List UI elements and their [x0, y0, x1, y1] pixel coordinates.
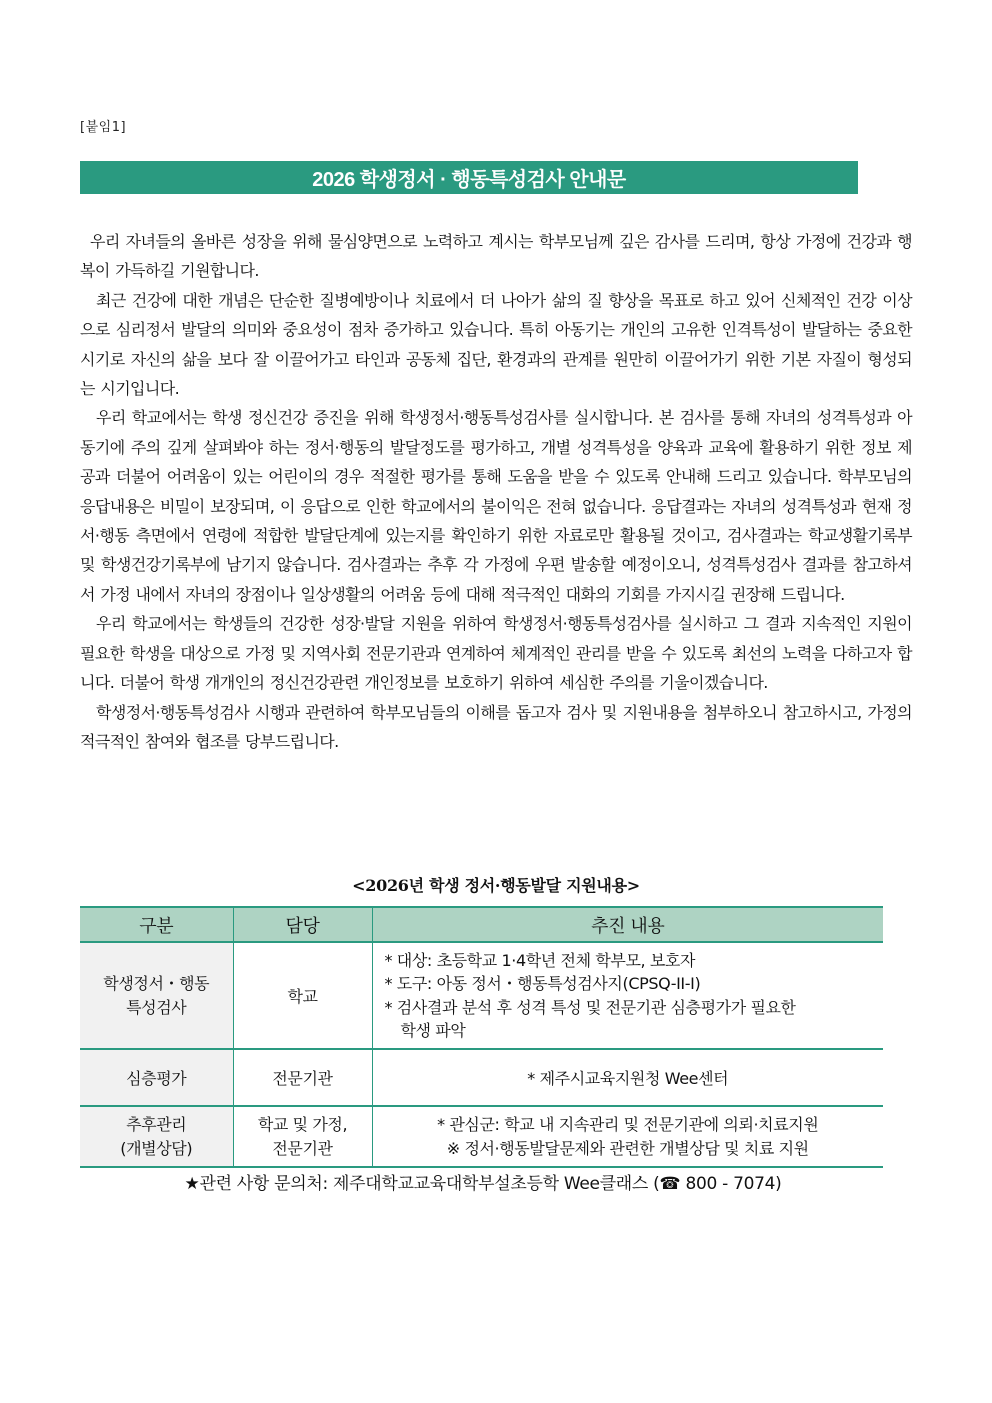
title-banner	[80, 161, 858, 194]
content-line: * 검사결과 분석 후 성격 특성 및 전문기관 심층평가가 필요한	[384, 997, 796, 1017]
owner-line: 전문기관	[272, 1138, 333, 1158]
table-row	[80, 1049, 883, 1106]
content-line: 학생 파악	[400, 1021, 466, 1040]
contact-info	[0, 1169, 966, 1194]
category-line: (개별상담)	[120, 1138, 193, 1158]
table-header-row	[80, 907, 883, 942]
contact-text: 관련 사항 문의처: 제주대학교교육대학부설초등학 Wee클래스 (	[199, 1174, 660, 1194]
table-caption: <2026년 학생 정서·행동발달 지원내용>	[352, 876, 640, 895]
owner-cell	[233, 942, 372, 1049]
owner-line: 학교 및 가정,	[257, 1115, 348, 1134]
owner-cell	[233, 1049, 372, 1106]
body-text	[80, 227, 912, 756]
content-cell	[372, 942, 883, 1049]
support-table	[80, 906, 883, 1168]
owner-cell	[233, 1106, 372, 1167]
paragraph-test-purpose: 우리 학교에서는 학생 정신건강 증진을 위해 학생정서·행동특성검사를 실시합니다. 본 검사를 통해 자녀의 성격특성과 아동기에 주의 깊게 살펴봐야 하는 정서·행동의 발달정도를 평가하고, 개별 성격특성을 양육과 교육에 활용하기 위한 정보 제공과 더불어 어려움이 있는 어린이의 경우 적절한 평가를 통해 도움을 받을 수 있도록 안내해 드리고 있습니다. 학부모님의 응답내용은 비밀이 보장되며, 이 응답으로 인한 학교에서의 불이익은 전혀 없습니다. 응답결과는 자녀의 성격특성과 현재 정서·행동 측면에서 연령에 적합한 발달단계에 있는지를 확인하기 위한 자료로만 활용될 것이고, 검사결과는 학교생활기록부 및 학생건강기록부에 남기지 않습니다. 검사결과는 추후 각 가정에 우편 발송할 예정이오니, 성격특성검사 결과를 참고하셔서 가정 내에서 자녀의 장점이나 일상생활의 어려움 등에 대해 적극적인 대화의 기회를 가지시길 권장해 드립니다.	[80, 408, 912, 604]
contact-phone: 800 - 7074)	[680, 1174, 782, 1194]
paragraph-background: 최근 건강에 대한 개념은 단순한 질병예방이나 치료에서 더 나아가 삶의 질 향상을 목표로 하고 있어 신체적인 건강 이상으로 심리정서 발달의 의미와 중요성이 점차 증가하고 있습니다. 특히 아동기는 개인의 고유한 인격특성이 발달하는 중요한 시기로 자신의 삶을 보다 잘 이끌어가고 타인과 공동체 집단, 환경과의 관계를 원만히 이끌어가기 위한 기본 자질이 형성되는 시기입니다.	[80, 290, 912, 399]
content-line: * 대상: 초등학교 1·4학년 전체 학부모, 보호자	[384, 950, 696, 970]
page-title: 2026 학생정서 · 행동특성검사 안내문	[312, 169, 626, 191]
category-line: 추후관리	[126, 1115, 187, 1134]
table-row	[80, 942, 883, 1049]
category-line: 학생정서・행동	[103, 974, 210, 993]
table-row	[80, 1106, 883, 1167]
content-line: ※ 정서·행동발달문제와 관련한 개별상담 및 치료 지원	[446, 1138, 809, 1158]
star-icon: ★	[184, 1174, 200, 1194]
category-cell	[80, 1049, 233, 1106]
owner-line: 학교	[287, 987, 318, 1006]
category-cell	[80, 942, 233, 1049]
content-cell	[372, 1049, 883, 1106]
paragraph-support: 우리 학교에서는 학생들의 건강한 성장·발달 지원을 위하여 학생정서·행동특성검사를 실시하고 그 결과 지속적인 지원이 필요한 학생을 대상으로 가정 및 지역사회 전문기관과 연계하여 체계적인 관리를 받을 수 있도록 최선의 노력을 다하고자 합니다. 더불어 학생 개개인의 정신건강관련 개인정보를 보호하기 위하여 세심한 주의를 기울이겠습니다.	[80, 614, 912, 693]
content-line: * 관심군: 학교 내 지속관리 및 전문기관에 의뢰·치료지원	[437, 1115, 819, 1134]
header-owner: 담당	[233, 907, 372, 942]
content-cell	[372, 1106, 883, 1167]
content-line: * 도구: 아동 정서・행동특성검사지(CPSQ-II-Ⅰ)	[384, 974, 701, 993]
phone-icon: ☎	[659, 1174, 681, 1194]
category-line: 특성검사	[126, 997, 187, 1017]
attachment-label: [붙임1]	[80, 120, 127, 135]
owner-line: 전문기관	[272, 1069, 333, 1088]
paragraph-greeting: 우리 자녀들의 올바른 성장을 위해 물심양면으로 노력하고 계시는 학부모님께 깊은 감사를 드리며, 항상 가정에 건강과 행복이 가득하길 기원합니다.	[80, 232, 912, 281]
header-category: 구분	[80, 907, 233, 942]
header-content: 추진 내용	[372, 907, 883, 942]
paragraph-request: 학생정서·행동특성검사 시행과 관련하여 학부모님들의 이해를 돕고자 검사 및 지원내용을 첨부하오니 참고하시고, 가정의 적극적인 참여와 협조를 당부드립니다.	[80, 702, 912, 751]
category-line: 심층평가	[126, 1069, 187, 1088]
category-cell	[80, 1106, 233, 1167]
content-line: * 제주시교육지원청 Wee센터	[527, 1069, 729, 1088]
